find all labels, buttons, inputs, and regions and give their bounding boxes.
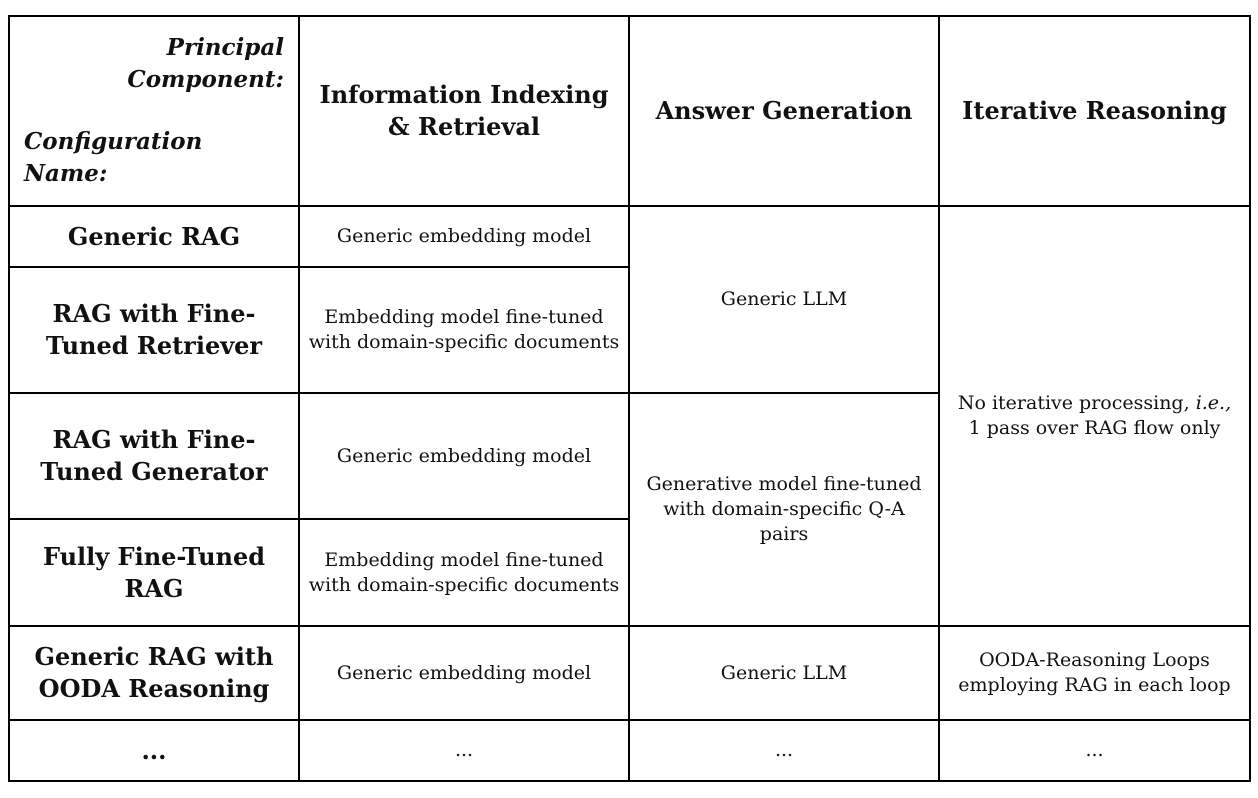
config-name-ellipsis: ... <box>9 720 299 781</box>
generation-cell-ellipsis: ... <box>629 720 939 781</box>
config-name-rag-finetuned-retriever: RAG with Fine-Tuned Retriever <box>9 267 299 393</box>
rag-configuration-table <box>8 15 1251 782</box>
generation-cell-finetuned: Generative model fine-tuned with domain-specific Q-A pairs <box>629 393 939 626</box>
no-iter-text-ie: i.e., <box>1195 392 1232 414</box>
reasoning-cell-ellipsis: ... <box>939 720 1250 781</box>
principal-component-label: Principal Component: <box>127 34 284 93</box>
header-information-indexing-retrieval: Information Indexing & Retrieval <box>299 16 629 206</box>
generation-cell: Generic LLM <box>629 626 939 720</box>
table-row <box>9 720 1250 781</box>
corner-header-cell <box>9 16 299 206</box>
reasoning-cell-ooda: OODA-Reasoning Loops employing RAG in each loop <box>939 626 1250 720</box>
retrieval-cell: Generic embedding model <box>299 206 629 267</box>
header-answer-generation: Answer Generation <box>629 16 939 206</box>
retrieval-cell: Embedding model fine-tuned with domain-specific documents <box>299 267 629 393</box>
retrieval-cell: Embedding model fine-tuned with domain-specific documents <box>299 519 629 626</box>
table-row <box>9 206 1250 267</box>
no-iter-text-a: No iterative processing, <box>957 392 1190 414</box>
retrieval-cell: Generic embedding model <box>299 393 629 519</box>
config-name-fully-finetuned-rag: Fully Fine-Tuned RAG <box>9 519 299 626</box>
table-row <box>9 626 1250 720</box>
config-name-rag-finetuned-generator: RAG with Fine-Tuned Generator <box>9 393 299 519</box>
reasoning-cell-no-iterative <box>939 206 1250 626</box>
retrieval-cell: Generic embedding model <box>299 626 629 720</box>
header-iterative-reasoning: Iterative Reasoning <box>939 16 1250 206</box>
retrieval-cell-ellipsis: ... <box>299 720 629 781</box>
configuration-name-label: Configuration Name: <box>24 128 203 187</box>
config-name-generic-rag-ooda: Generic RAG with OODA Reasoning <box>9 626 299 720</box>
no-iter-text-b: 1 pass over RAG flow only <box>968 417 1221 439</box>
generation-cell-generic-llm: Generic LLM <box>629 206 939 393</box>
header-row <box>9 16 1250 206</box>
config-name-generic-rag: Generic RAG <box>9 206 299 267</box>
